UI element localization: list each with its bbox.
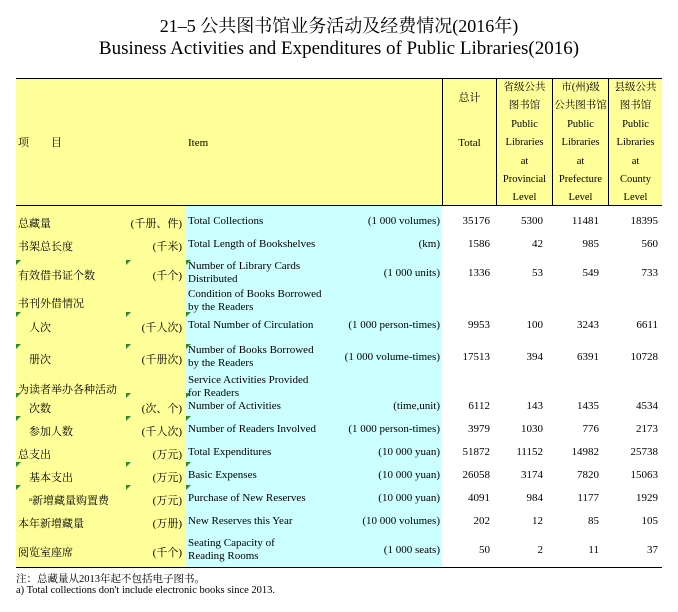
value-county: 37 [647,544,658,556]
value-total: 17513 [462,351,490,363]
header-item-en [186,79,442,205]
header-line: 省级公共 [503,82,546,93]
row-label-cn: 基本支出 [18,472,73,484]
row-unit-cn: (千册、件) [130,218,182,230]
table-row [16,374,662,400]
table-row [16,344,662,370]
value-provincial: 53 [532,267,543,279]
comment-marker-icon [16,416,21,421]
row-label-en-cont: by the Readers [188,301,254,313]
header-provincial [496,79,552,205]
header-line: Public [622,118,649,130]
row-label-en: Seating Capacity of [188,537,275,549]
value-prefecture: 11 [588,544,599,556]
value-county: 1929 [636,492,658,504]
value-prefecture: 1177 [577,492,599,504]
row-label-cn: 阅览室座席 [18,547,73,559]
comment-marker-icon [186,260,191,265]
value-total: 1586 [468,238,490,250]
value-county: 4534 [636,400,658,412]
row-label-en: Basic Expenses [188,469,257,481]
row-label-en: Total Collections [188,215,264,227]
value-provincial: 1030 [521,423,543,435]
row-unit-cn: (万元) [152,495,182,507]
header-line: at [631,155,640,167]
comment-marker-icon [126,416,131,421]
header-line: 公共图书馆 [554,100,607,112]
row-label-cn: 有效借书证个数 [18,270,95,282]
value-county: 10728 [630,351,658,363]
value-prefecture: 985 [582,238,599,250]
row-label-cn: 总支出 [18,449,51,461]
value-provincial: 5300 [521,215,543,227]
row-label-en-cont: for Readers [188,387,240,399]
row-unit-cn: (万册) [152,518,182,530]
comment-marker-icon [186,344,191,349]
row-label-en: Service Activities Provided [188,374,309,386]
row-label-en-cont: Distributed [188,273,238,285]
header-county [608,79,662,205]
value-total: 3979 [468,423,490,435]
value-county: 733 [641,267,658,279]
comment-marker-icon [126,260,131,265]
header-line: Public [567,118,594,130]
comment-marker-icon [126,485,131,490]
comment-marker-icon [126,312,131,317]
row-label-en-cont: Reading Rooms [188,550,259,562]
comment-marker-icon [186,485,191,490]
header-line: Level [623,192,648,204]
row-unit-en: (1 000 units) [383,267,440,279]
row-label-en-cont: by the Readers [188,357,254,369]
value-provincial: 2 [537,544,543,556]
row-unit-cn: (千册次) [141,354,182,366]
value-provincial: 143 [526,400,543,412]
value-prefecture: 1435 [577,400,599,412]
header-line: 市(州)级 [561,82,600,93]
row-unit-en: (1 000 person-times) [348,423,440,435]
value-total: 202 [473,515,490,527]
row-unit-en: (10 000 yuan) [378,492,440,504]
row-label-en: Total Expenditures [188,446,272,458]
row-unit-cn: (次、个) [141,403,182,415]
table-row [16,537,662,563]
row-unit-en: (km) [418,238,440,250]
header-provincial-lines [497,79,552,208]
table-row [16,318,662,344]
value-prefecture: 14982 [571,446,599,458]
row-label-cn: ᵃ新增藏量购置费 [18,495,110,507]
header-line: County [620,174,651,186]
row-label-en: Number of Readers Involved [188,423,316,435]
row-unit-cn: (千人次) [141,322,182,334]
header-divider [16,205,662,206]
comment-marker-icon [16,344,21,349]
row-label-en: Number of Activities [188,400,281,412]
header-total [442,79,496,205]
comment-marker-icon [186,462,191,467]
value-county: 6611 [636,319,658,331]
value-total: 51872 [462,446,490,458]
row-label-cn: 本年新增藏量 [18,518,84,530]
comment-marker-icon [16,312,21,317]
table-title-en: Business Activities and Expenditures of Public Libraries(2016) [98,38,580,59]
comment-marker-icon [16,462,21,467]
value-total: 26058 [462,469,490,481]
row-unit-en: (1 000 volumes) [367,215,440,227]
value-provincial: 100 [526,319,543,331]
value-prefecture: 7820 [577,469,599,481]
row-label-cn: 人次 [18,322,51,334]
row-label-cn: 次数 [18,403,51,415]
value-total: 50 [479,544,490,556]
row-unit-cn: (万元) [152,472,182,484]
table-title-cn: 21–5 公共图书馆业务活动及经费情况(2016年) [159,16,519,36]
value-county: 2173 [636,423,658,435]
row-label-en: Number of Library Cards [188,260,301,272]
row-label-en: Purchase of New Reserves [188,492,306,504]
value-provincial: 12 [532,515,543,527]
comment-marker-icon [186,393,191,398]
row-unit-en: (10 000 yuan) [378,469,440,481]
value-prefecture: 776 [582,423,599,435]
row-label-en: Number of Books Borrowed [188,344,314,356]
value-total: 9953 [468,319,490,331]
value-total: 35176 [462,215,490,227]
header-line: 图书馆 [619,100,652,112]
value-county: 105 [641,515,658,527]
header-total-en: Total [458,137,481,149]
value-total: 4091 [468,492,490,504]
value-total: 6112 [468,400,490,412]
row-unit-en: (10 000 yuan) [378,446,440,458]
value-prefecture: 549 [582,267,599,279]
header-line: Libraries [505,137,544,149]
row-unit-cn: (千人次) [141,426,182,438]
header-line: Libraries [561,137,600,149]
row-label-cn: 册次 [18,354,51,366]
row-label-cn: 总藏量 [18,218,51,230]
comment-marker-icon [16,485,21,490]
value-prefecture: 6391 [577,351,599,363]
header-line: Libraries [616,137,655,149]
header-line: Provincial [502,174,547,186]
value-provincial: 394 [526,351,543,363]
row-unit-cn: (千个) [152,547,182,559]
comment-marker-icon [16,260,21,265]
row-label-en: Total Length of Bookshelves [188,238,316,250]
row-unit-en: (10 000 volumes) [362,515,440,527]
value-prefecture: 3243 [577,319,599,331]
row-unit-cn: (万元) [152,449,182,461]
comment-marker-icon [186,312,191,317]
value-county: 18395 [630,215,658,227]
value-prefecture: 11481 [571,215,599,227]
header-item-en-label: Item [188,137,209,149]
comment-marker-icon [186,416,191,421]
footnote-cn: 注：总藏量从2013年起不包括电子图书。 [16,574,205,585]
header-line: Prefecture [558,174,603,186]
header-line: at [520,155,529,167]
row-label-en: Total Number of Circulation [188,319,314,331]
footnote-en: a) Total collections don't include electronic books since 2013. [16,585,276,596]
row-label-cn: 为读者举办各种活动 [18,384,117,396]
header-line: Public [511,118,538,130]
table-row [16,260,662,286]
data-table [16,78,662,568]
header-prefecture-lines [553,79,608,208]
header-item-cn [16,79,186,205]
row-unit-en: (1 000 person-times) [348,319,440,331]
value-provincial: 42 [532,238,543,250]
value-provincial: 11152 [516,446,543,458]
header-line: Level [568,192,593,204]
row-label-cn: 参加人数 [18,426,73,438]
row-unit-en: (time,unit) [393,400,440,412]
header-total-cn: 总计 [458,92,481,104]
row-unit-en: (1 000 volume-times) [344,351,440,363]
header-prefecture [552,79,608,205]
value-county: 560 [641,238,658,250]
table-row [16,288,662,314]
value-prefecture: 85 [588,515,599,527]
row-label-cn: 书刊外借情况 [18,298,84,310]
header-line: at [576,155,585,167]
value-total: 1336 [468,267,490,279]
row-label-cn: 书架总长度 [18,241,73,253]
value-county: 25738 [630,446,658,458]
row-unit-cn: (千米) [152,241,182,253]
row-label-en: New Reserves this Year [188,515,293,527]
header-line: Level [512,192,537,204]
value-provincial: 984 [526,492,543,504]
header-line: 县级公共 [614,82,657,93]
value-provincial: 3174 [521,469,543,481]
row-label-en: Condition of Books Borrowed [188,288,322,300]
comment-marker-icon [126,462,131,467]
header-county-lines [609,79,662,208]
header-item-cn-label: 项 目 [18,137,62,149]
row-unit-cn: (千个) [152,270,182,282]
row-unit-en: (1 000 seats) [383,544,440,556]
comment-marker-icon [126,344,131,349]
header-line: 图书馆 [508,100,541,112]
comment-marker-icon [16,393,21,398]
value-county: 15063 [630,469,658,481]
comment-marker-icon [126,393,131,398]
